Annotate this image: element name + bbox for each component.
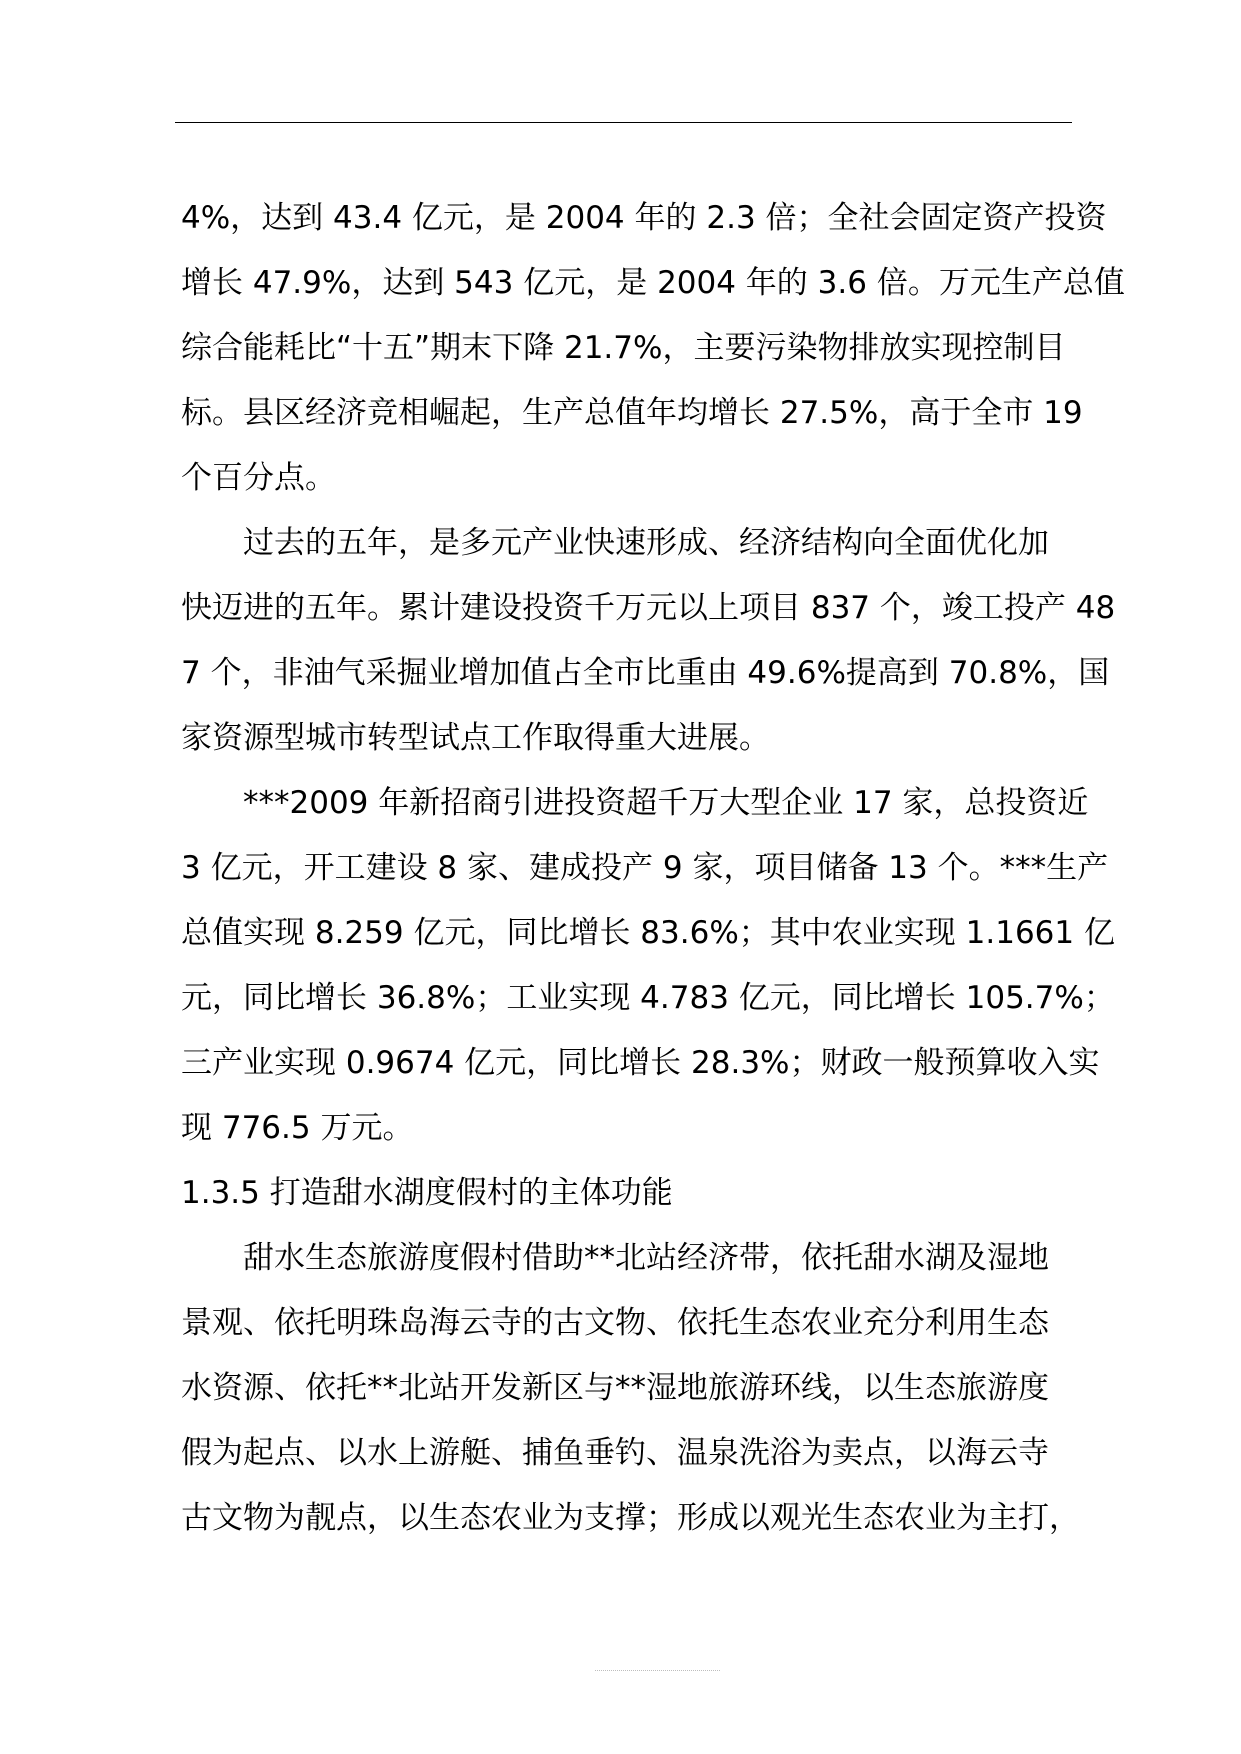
paragraph-3 [181, 771, 1115, 1161]
text-line: 过去的五年，是多元产业快速形成、经济结构向全面优化加 [243, 525, 1049, 561]
text-line: 假为起点、以水上游艇、捕鱼垂钓、温泉洗浴为卖点，以海云寺 [181, 1435, 1049, 1471]
text-line: 现 776.5 万元。 [181, 1110, 414, 1146]
text-line: 元，同比增长 36.8%；工业实现 4.783 亿元，同比增长 105.7%； [181, 980, 1115, 1016]
document-body [181, 186, 1125, 1551]
text-line: 综合能耗比“十五”期末下降 21.7%，主要污染物排放实现控制目 [181, 330, 1066, 366]
text-line: 增长 47.9%，达到 543 亿元，是 2004 年的 3.6 倍。万元生产总值 [181, 265, 1125, 301]
footer-divider [595, 1670, 720, 1671]
text-line: 景观、依托明珠岛海云寺的古文物、依托生态农业充分利用生态 [181, 1305, 1049, 1341]
text-line: 7 个，非油气采掘业增加值占全市比重由 49.6%提高到 70.8%，国 [181, 655, 1110, 691]
text-line: 水资源、依托**北站开发新区与**湿地旅游环线，以生态旅游度 [181, 1370, 1049, 1406]
text-line: 总值实现 8.259 亿元，同比增长 83.6%；其中农业实现 1.1661 亿 [181, 915, 1115, 951]
text-line: 甜水生态旅游度假村借助**北站经济带，依托甜水湖及湿地 [243, 1240, 1049, 1276]
text-line: 个百分点。 [181, 460, 336, 496]
text-line: 快迈进的五年。累计建设投资千万元以上项目 837 个，竣工投产 48 [181, 590, 1116, 626]
text-line: ***2009 年新招商引进投资超千万大型企业 17 家，总投资近 [243, 785, 1089, 821]
section-heading [181, 1161, 1071, 1226]
text-line: 三产业实现 0.9674 亿元，同比增长 28.3%；财政一般预算收入实 [181, 1045, 1100, 1081]
header-rule [175, 122, 1072, 123]
text-line: 古文物为靓点，以生态农业为支撑；形成以观光生态农业为主打， [181, 1500, 1080, 1536]
paragraph-2 [181, 511, 1116, 771]
text-line: 标。县区经济竞相崛起，生产总值年均增长 27.5%，高于全市 19 [181, 395, 1083, 431]
text-line: 3 亿元，开工建设 8 家、建成投产 9 家，项目储备 13 个。***生产 [181, 850, 1109, 886]
section-heading-text: 1.3.5 打造甜水湖度假村的主体功能 [181, 1175, 673, 1211]
text-line: 家资源型城市转型试点工作取得重大进展。 [181, 720, 770, 756]
text-line: 4%，达到 43.4 亿元，是 2004 年的 2.3 倍；全社会固定资产投资 [181, 200, 1107, 236]
paragraph-1 [181, 186, 1125, 511]
paragraph-5 [181, 1226, 1080, 1551]
